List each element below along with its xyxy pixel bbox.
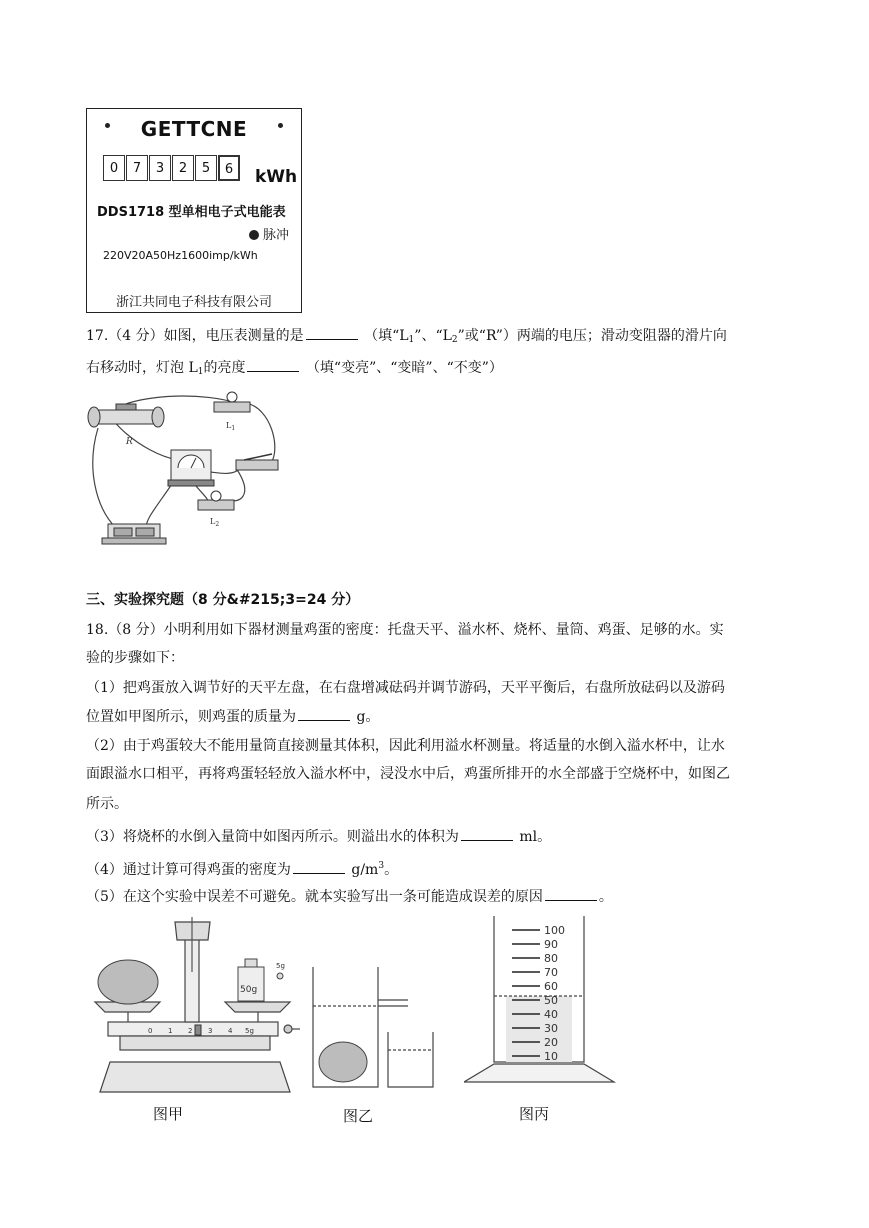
meter-digit-decimal: 6 bbox=[218, 155, 240, 181]
subscript: 2 bbox=[451, 335, 458, 345]
q17-text: ”、“L bbox=[414, 328, 452, 344]
q17-line1 bbox=[86, 325, 727, 350]
label-R: R bbox=[126, 437, 133, 447]
q17-text: （填“变亮”、“变暗”、“不变”） bbox=[305, 360, 503, 376]
cylinder-mark: 80 bbox=[544, 952, 558, 965]
q17-line2 bbox=[86, 357, 503, 382]
meter-company: 浙江共同电子科技有限公司 bbox=[115, 295, 272, 310]
q18-intro-line1: 18.（8 分）小明利用如下器材测量鸡蛋的密度：托盘天平、溢水杯、烧杯、量筒、鸡蛋、足够的水。实 bbox=[86, 622, 724, 638]
subscript: 1 bbox=[197, 367, 204, 377]
q18-step4 bbox=[86, 856, 398, 880]
q18-intro-line2: 验的步骤如下： bbox=[86, 650, 184, 666]
answer-blank[interactable] bbox=[293, 859, 345, 874]
answer-blank[interactable] bbox=[247, 357, 299, 372]
meter-pulse bbox=[249, 224, 289, 243]
q18-step5 bbox=[86, 886, 613, 907]
scale-mark: 5g bbox=[245, 1027, 254, 1035]
q18-step2-line3: 所示。 bbox=[86, 796, 128, 812]
answer-blank[interactable] bbox=[545, 886, 597, 901]
weight-label: 50g bbox=[240, 985, 258, 995]
label-L1: $L_1$ bbox=[226, 421, 236, 432]
cylinder-mark: 90 bbox=[544, 938, 558, 951]
answer-blank[interactable] bbox=[298, 706, 350, 721]
q17-text: （填“L bbox=[364, 328, 409, 344]
meter-brand: GETTCNE bbox=[140, 117, 248, 141]
meter-spec: 220V20A50Hz1600imp/kWh bbox=[103, 249, 258, 262]
rider bbox=[195, 1025, 201, 1035]
egg bbox=[319, 1042, 367, 1082]
scale-mark: 3 bbox=[208, 1027, 213, 1035]
overflow-cup-figure bbox=[308, 962, 443, 1097]
cylinder-mark: 60 bbox=[544, 980, 558, 993]
q18-text: 位置如甲图所示，则鸡蛋的质量为 bbox=[86, 709, 296, 725]
q18-step1-line2 bbox=[86, 706, 379, 727]
caption-jia: 图甲 bbox=[153, 1105, 184, 1123]
answer-blank[interactable] bbox=[461, 826, 513, 841]
q18-text: 。 bbox=[384, 862, 399, 878]
scale-mark: 1 bbox=[168, 1027, 173, 1035]
cylinder-mark: 50 bbox=[544, 994, 558, 1007]
q17-text: ”或“R”）两端的电压；滑动变阻器的滑片向 bbox=[457, 328, 727, 344]
q18-text: g。 bbox=[356, 709, 380, 725]
lamp-L2 bbox=[198, 491, 234, 528]
q17-text: 的亮度 bbox=[203, 360, 246, 376]
q18-text: 。 bbox=[598, 889, 613, 905]
q18-step2-line1: （2）由于鸡蛋较大不能用量筒直接测量其体积，因此利用溢水杯测量。将适量的水倒入溢水杯中，让水 bbox=[86, 738, 725, 754]
electricity-meter bbox=[86, 108, 302, 313]
q18-text: g/m bbox=[351, 862, 379, 878]
meter-reading bbox=[103, 155, 241, 181]
cylinder-mark: 40 bbox=[544, 1008, 558, 1021]
q18-step1-line1: （1）把鸡蛋放入调节好的天平左盘，在右盘增减砝码并调节游码，天平平衡后，右盘所放砝码以及游码 bbox=[86, 680, 725, 696]
measuring-cylinder-figure bbox=[464, 912, 624, 1092]
q18-text: （3）将烧杯的水倒入量筒中如图丙所示。则溢出水的体积为 bbox=[86, 829, 459, 845]
meter-digit: 2 bbox=[172, 155, 194, 181]
subscript: 1 bbox=[408, 335, 415, 345]
answer-blank[interactable] bbox=[306, 325, 358, 340]
voltmeter bbox=[168, 450, 214, 486]
meter-digit: 0 bbox=[103, 155, 125, 181]
egg bbox=[98, 960, 158, 1004]
meter-model: DDS1718 型单相电子式电能表 bbox=[97, 205, 286, 220]
small-weight-icon bbox=[277, 973, 283, 979]
q17-text: 17.（4 分）如图，电压表测量的是 bbox=[86, 328, 304, 344]
meter-digit: 5 bbox=[195, 155, 217, 181]
meter-digit: 7 bbox=[126, 155, 148, 181]
superscript: 3 bbox=[378, 861, 385, 871]
circuit-diagram bbox=[86, 388, 286, 548]
caption-bing: 图丙 bbox=[519, 1105, 550, 1123]
caption-yi: 图乙 bbox=[343, 1107, 374, 1125]
scale-mark: 2 bbox=[188, 1027, 193, 1035]
weight-50g bbox=[238, 959, 264, 1001]
q18-text: ml。 bbox=[519, 829, 552, 845]
scale-mark: 0 bbox=[148, 1027, 153, 1035]
battery bbox=[102, 524, 166, 544]
pulse-indicator-icon bbox=[249, 230, 259, 240]
small-weight-label: 5g bbox=[276, 962, 285, 970]
q18-text: （5）在这个实验中误差不可避免。就本实验写出一条可能造成误差的原因 bbox=[86, 889, 543, 905]
rheostat bbox=[88, 404, 164, 447]
cylinder-mark: 20 bbox=[544, 1036, 558, 1049]
q18-step3 bbox=[86, 826, 551, 847]
lamp-L1 bbox=[214, 392, 250, 432]
section-title: 三、实验探究题（8 分&#215;3=24 分） bbox=[86, 592, 360, 608]
meter-digit: 3 bbox=[149, 155, 171, 181]
balance-figure bbox=[90, 912, 300, 1097]
meter-unit: kWh bbox=[255, 167, 298, 187]
cylinder-mark: 100 bbox=[544, 924, 565, 937]
q17-text: 右移动时，灯泡 L bbox=[86, 360, 198, 376]
q18-text: （4）通过计算可得鸡蛋的密度为 bbox=[86, 862, 291, 878]
cylinder-mark: 30 bbox=[544, 1022, 558, 1035]
cylinder-mark: 10 bbox=[544, 1050, 558, 1063]
label-L2: $L_2$ bbox=[210, 517, 220, 528]
pulse-label: 脉冲 bbox=[262, 228, 289, 243]
scale-mark: 4 bbox=[228, 1027, 233, 1035]
switch bbox=[236, 454, 278, 470]
q18-step2-line2: 面跟溢水口相平，再将鸡蛋轻轻放入溢水杯中，浸没水中后，鸡蛋所排开的水全部盛于空烧杯中，如图乙 bbox=[86, 766, 730, 782]
cylinder-mark: 70 bbox=[544, 966, 558, 979]
